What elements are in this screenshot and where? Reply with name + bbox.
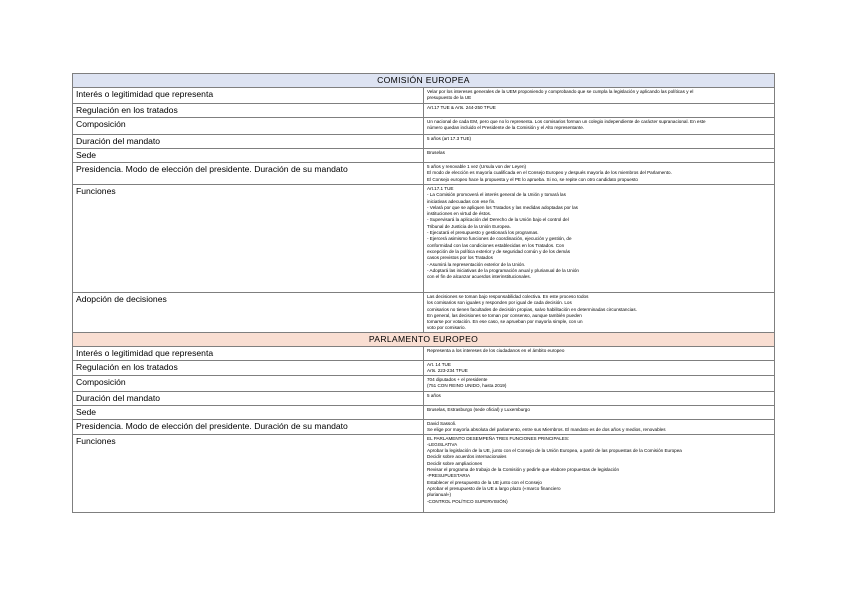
row-value [424,135,775,149]
value-line: instituciones en virtud de éstos. [427,211,492,217]
value-line: tomarse por votación. En ese caso, se aprueban por mayoría simple, con un [427,319,583,325]
comision-section-title: COMISIÓN EUROPEA [73,74,775,88]
parlamento-row [73,347,775,361]
row-value [424,104,775,118]
parlamento-row [73,434,775,512]
value-line: Decidir sobre acuerdos internacionales [427,454,507,460]
row-value [424,391,775,405]
value-line: Bruselas [427,150,445,155]
value-line: Art.17.1 TUE [427,186,454,191]
value-line: Art.17 TUE & Arts. 244-250 TFUE [427,105,496,110]
value-line: Decidir sobre ampliaciones [427,460,483,466]
comision-row [73,163,775,185]
parlamento-row [73,405,775,419]
row-label: Interés o legitimidad que representa [73,88,424,104]
value-line: -CONTROL POLÍTICO SUPERVISIÓN) [427,498,508,504]
comision-section-header [73,74,775,88]
row-label: Adopción de decisiones [73,293,424,333]
value-line: 5 años y renovable 1 vez (Ursula von der Leyen) [427,164,527,169]
comision-row [73,135,775,149]
value-line: Se elige por mayoría absoluta del parlamento, entre sus Miembros. El mandato es de dos años y medios, renovables [427,426,666,432]
value-line: - La Comisión promoverá el interés general de la Unión y tomará las [427,192,566,198]
value-line: Aprobar la legislación de la UE, junto con el Consejo de la Unión Europea, a partir de las propuestas de la Comisión Europea [427,448,682,454]
value-line: con el fin de alcanzar acuerdos interinstitucionales. [427,274,531,280]
comision-row [73,104,775,118]
parlamento-section-title: PARLAMENTO EUROPEO [73,333,775,347]
row-label: Funciones [73,434,424,512]
value-line: presupuesto de la UE [427,95,472,101]
row-value [424,185,775,293]
row-label: Interés o legitimidad que representa [73,347,424,361]
comision-row [73,293,775,333]
row-value [424,163,775,185]
value-line: El modo de elección es mayoría cualificada en el Consejo Europeo y después mayoría de los miembros del Parlamento. [427,170,672,176]
value-line: comisarios no tienen facultades de decisión propias, salvo habilitación en determinadas circunstancias. [427,306,637,312]
value-line: - Asumirá la representación exterior de la Unión. [427,261,526,267]
row-value [424,293,775,333]
parlamento-row [73,391,775,405]
row-value [424,361,775,376]
value-line: 5 años [427,392,441,398]
comision-row [73,88,775,104]
value-line: Arts. 223-234 TFUE [427,368,468,374]
value-line: -PRESUPUESTARIA [427,473,471,479]
value-line: -LEGISLATIVA [427,441,458,447]
value-line: Revisar el programa de trabajo de la Comisión y pedirle que elabore propuestas de legislación [427,467,620,473]
row-label: Regulación en los tratados [73,361,424,376]
value-line: Art. 14 TUE [427,362,451,367]
parlamento-row [73,361,775,376]
value-line: iniciativas adecuadas con ese fin. [427,198,496,204]
value-line: El Consejo europeo hace la propuesta y el PE lo aprueba. Si no, se repite con otro candidato propuesto [427,176,638,182]
row-value [424,118,775,135]
parlamento-section-header [73,333,775,347]
value-line: plurianual») [427,492,452,498]
row-label: Duración del mandato [73,135,424,149]
row-value [424,149,775,163]
comision-row [73,118,775,135]
comision-row [73,185,775,293]
value-line: - Ejecutará el presupuesto y gestionará los programas. [427,230,539,236]
value-line: casos previstos por los Tratados [427,255,493,261]
row-label: Sede [73,405,424,419]
value-line: 704 diputados + el presidente [427,376,488,382]
value-line: - Adoptará las iniciativas de la programación anual y plurianual de la Unión [427,267,579,273]
value-line: los comisarios son iguales y responden por igual de cada decisión. Los [427,300,572,306]
value-line: David Sassoli. [427,420,457,426]
row-value [424,405,775,419]
value-line: - Velará por que se apliquen los Tratados y las medidas adoptadas por las [427,204,578,210]
value-line: - Supervisará la aplicación del Derecho de la Unión bajo el control del [427,217,569,223]
value-line: Tribunal de Justicia de la Unión Europea. [427,223,511,229]
institutions-table [72,73,775,513]
row-label: Composición [73,118,424,135]
parlamento-row [73,375,775,391]
value-line: - Ejercerá asimismo funciones de coordinación, ejecución y gestión, de [427,236,572,242]
row-label: Funciones [73,185,424,293]
row-value [424,434,775,512]
value-line: Bruselas, Estrasburgo (sede oficial) y Luxemburgo [427,406,530,412]
value-line: excepción de la política exterior y de seguridad común y de los demás [427,248,570,254]
value-line: Aprobar el presupuesto de la UE a largo plazo («marco financiero [427,485,561,491]
row-label: Sede [73,149,424,163]
value-line: Establecer el presupuesto de la UE junto con el Consejo [427,479,542,485]
value-line: número quedan incluido el Presidente de la Comisión y el Alto representante. [427,125,585,131]
row-label: Regulación en los tratados [73,104,424,118]
value-line: voto por comisario. [427,325,466,331]
value-line: 5 años (art 17.3 TUE) [427,136,472,141]
row-label: Presidencia. Modo de elección del presidente. Duración de su mandato [73,419,424,434]
row-value [424,88,775,104]
row-label: Presidencia. Modo de elección del presidente. Duración de su mandato [73,163,424,185]
value-line: En general, las decisiones se toman por consenso, aunque también pueden [427,312,582,318]
row-label: Composición [73,375,424,391]
value-line: Un nacional de cada EM, pero que no lo representa. Los comisarios forman un colegio independiente de carácter supranacional. En este [427,119,706,124]
parlamento-row [73,419,775,434]
row-label: Duración del mandato [73,391,424,405]
value-line: (751 CON REINO UNIDO, hasta 2019) [427,382,507,388]
value-line: EL PARLAMENTO DESEMPEÑA TRES FUNCIONES PRINCIPALES: [427,435,570,441]
row-value [424,419,775,434]
row-value [424,347,775,361]
comision-row [73,149,775,163]
value-line: conformidad con las condiciones establecidas en los Tratados. Con [427,242,565,248]
row-value [424,375,775,391]
value-line: Representa a los intereses de los ciudadanos en el ámbito europeo [427,348,565,353]
value-line: Velar por los intereses generales de la UEM proponiendo y comprobando que se cumpla la legislación y aplicando las políticas y el [427,89,694,94]
value-line: Las decisiones se toman bajo responsabilidad colectiva. En este proceso todos [427,294,589,299]
